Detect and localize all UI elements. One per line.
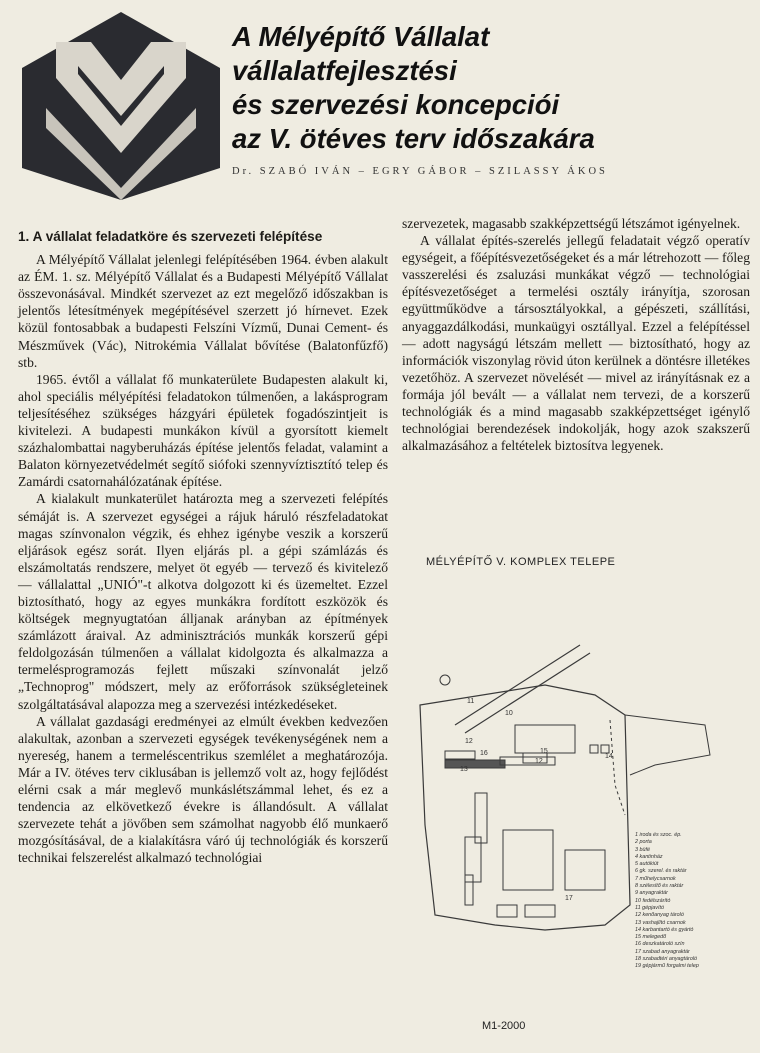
legend-item: 3 büfé <box>635 846 650 853</box>
legend-item: 16 deszkatároló szín <box>635 941 685 948</box>
legend-item: 11 gépjavító <box>635 904 664 911</box>
legend-item: 19 gépjármű forgalmi telep <box>635 963 699 970</box>
section-heading: 1. A vállalat feladatköre és szervezeti felépítése <box>18 229 323 244</box>
company-logo <box>16 8 226 203</box>
map-number: 17 <box>565 895 573 902</box>
legend-item: 14 karbantartó és gyártó <box>635 926 694 933</box>
map-number: 12 <box>535 758 543 765</box>
title-line-1: A Mélyépítő Vállalat <box>232 21 490 52</box>
map-number: 11 <box>467 698 475 705</box>
legend-item: 15 melegedő <box>635 934 667 941</box>
legend-item: 13 vashajlító csarnok <box>635 919 686 926</box>
legend-item: 5 autókiút <box>635 861 659 868</box>
left-column <box>18 228 388 866</box>
map-number: 15 <box>540 748 548 755</box>
legend-item: 1 iroda és szoc. ép. <box>635 832 682 838</box>
legend-item: 8 szélesítő és raktár <box>635 883 684 890</box>
map-number: 12 <box>465 738 473 745</box>
article-authors: Dr. SZABÓ IVÁN – EGRY GÁBOR – SZILASSY ÁKOS <box>232 166 608 177</box>
figure-legend <box>635 832 755 971</box>
legend-item: 9 anyagraktár <box>635 890 668 897</box>
title-line-4: az V. ötéves terv időszakára <box>232 123 595 154</box>
map-number: 14 <box>605 753 613 760</box>
legend-item: 7 műhelycsarnok <box>635 875 676 882</box>
map-number: 10 <box>505 710 513 717</box>
map-number: 13 <box>460 766 468 773</box>
right-column <box>402 215 750 454</box>
figure-code: M1-2000 <box>482 1020 526 1032</box>
paragraph: A vállalat építés-szerelés jellegű feladatait végző operatív egységeit, a főépítésvezetőségeket és a már létrehozott — főleg vasszerelési és zsaluzási munkákat végző — technológiai építésvezetőséget a termelési osztály irányítja, szorosan együttműködve a társosztályokkal, a gépészeti, szállítási, anyaggazdálkodási, munkaügyi osztállyal. Ezzel a felépítéssel — adott nagyságú létszám mellett — biztosítható, hogy az információk viszonylag rövid úton kerülnek a döntésre illetékes vezetőhöz. A szervezet növelését — mivel az irányításnak ez a formája jól bevált — a vállalat nem tervezi, de a korszerű technológiák és a mind magasabb szakképzettséget igénylő technológiai berendezések indokolják, hogy azok szakszerű alkalmazásához a feltételek biztosítva legyenek. <box>402 233 750 454</box>
map-number: 16 <box>480 750 488 757</box>
paragraph: szervezetek, magasabb szakképzettségű létszámot igényelnek. <box>402 216 741 231</box>
title-line-2: vállalatfejlesztési <box>232 55 457 86</box>
legend-item: 12 kenőanyag tároló <box>635 912 684 919</box>
article-title <box>232 20 752 156</box>
legend-item: 10 fedélszárító <box>635 897 671 904</box>
legend-item: 17 szabad anyagraktár <box>635 948 690 955</box>
paragraph: A vállalat gazdasági eredményei az elmúlt években kedvezően alakultak, azonban a szervezeti egységek tevékenységének nem a nyereség, hanem a termeléscentrikus szemlélet a meghatározója. Már a IV. ötéves terv ciklusában is jellemző volt az, hogy fejlődést elérni csak a már meglevő munkáslétszámmal lehet, és ez a tendencia az elkövetkező évekre is állandósult. A vállalat szervezete tehát a jövőben sem számolhat nagyobb élő munkaerő mozgósításával, de a kialakításra váró új technológiák és korszerű technikai felszerelést alkalmazó technológiai <box>18 713 388 866</box>
figure-title: MÉLYÉPÍTŐ V. KOMPLEX TELEPE <box>426 556 616 568</box>
legend-item: 2 porta <box>635 839 652 846</box>
legend-item: 4 kantinház <box>635 853 663 860</box>
paragraph: A kialakult munkaterület határozta meg a szervezeti felépítés sémáját is. A szervezet egységei a rájuk háruló részfeladatokat magas színvonalon végzik, és ehhez igénybe veszik a korszerű eljárások egész sorát. Ilyen eljárás pl. a gépi számlázás és elszámoltatás rendszere, melyet öt egyéb — tervező és kivitelező — vállalattal „UNIÓ"-t alkotva dolgozott ki és üzemeltet. Ezzel biztosítható, hogy az egyes munkákra fordított eszközök és költségek megnyugtatóan álljanak arányban az építmények számlázott áraival. Az adminisztrációs munkák korszerű gépi feldolgozásán túlmenően a vállalat kidolgozta és alkalmazza a termelésprogramozás fejlett műszaki színvonalát jelző „Technoprog" módszert, mely az erőforrások szükségleteinek szolgáltatásával alapozza meg a szervezési intézkedéseket. <box>18 491 388 712</box>
title-line-3: és szervezési koncepciói <box>232 89 560 120</box>
legend-item: 6 gk. szerel. és raktár <box>635 868 687 875</box>
legend-item: 18 szabadtéri anyagtároló <box>635 956 698 963</box>
paragraph: 1965. évtől a vállalat fő munkaterülete Budapesten alakult ki, ahol speciális mélyépítési feladatokon túlmenően, a lakásprogram teljesítéséhez szükséges házgyári épületek fogadószintjeit is kivitelezi. A budapesti munkákon kívül a gyorsított kiemelt százhalombattai nagyberuházás építése jelentős feladat, valamint a Balaton környezetvédelmét segítő siófoki szennyvíztisztító telep és Zamárdi csatornahálózatának építése. <box>18 371 388 490</box>
paragraph: A Mélyépítő Vállalat jelenlegi felépítésében 1964. évben alakult az ÉM. 1. sz. Mélyépítő Vállalat és a Budapesti Mélyépítő Vállalat összevonásával. Mindkét szervezet az ezt megelőző időszakban is jelentős létesítmények megépítésével szerzett jó hírnevet. Ezek közül fontosabbak a budapesti Felszíni Vízmű, Dunai Cement- és Mészművek (Vác), Nitrokémia Vállalat bővítése (Balatonfűzfő) stb. <box>18 252 388 370</box>
